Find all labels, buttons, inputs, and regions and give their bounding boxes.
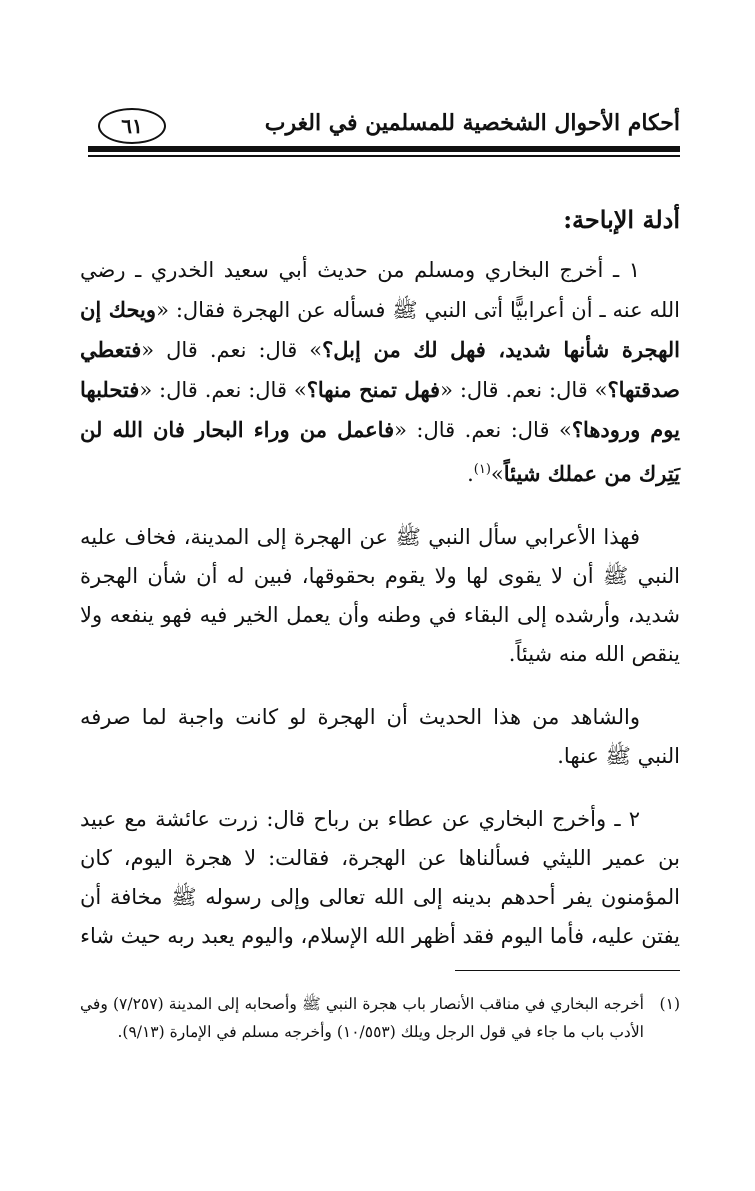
hadith-quote: فتحلبها يوم ورودها؟ — [80, 377, 680, 442]
hadith-quote: فهل تمنح منها؟ — [306, 377, 441, 402]
hadith-quote: فاعمل من وراء البحار فان الله لن يَتِرك من عملك شيئاً — [80, 417, 680, 486]
text-run: ١ ـ أخرج البخاري ومسلم من حديث أبي سعيد الخدري ـ رضي الله عنه ـ أن أعرابيًّا أتى النبي ﷺ فسأله عن الهجرة فقال: « — [80, 258, 680, 322]
section-heading: أدلة الإباحة: — [563, 205, 680, 234]
footnote — [80, 990, 680, 1046]
text-run: » قال: نعم. قال: « — [139, 378, 307, 402]
paragraph-hadith-1 — [80, 251, 680, 494]
paragraph-hadith-2: ٢ ـ وأخرج البخاري عن عطاء بن رباح قال: زرت عائشة مع عبيد بن عمير الليثي فسألناها عن الهجرة، فقالت: لا هجرة اليوم، كان المؤمنون يفر أحدهم بدينه إلى الله تعالى وإلى رسوله ﷺ مخافة أن يفتن عليه، فأما اليوم فقد أظهر الله الإسلام، واليوم يعبد ربه حيث شاء — [80, 807, 680, 948]
page-header — [88, 104, 680, 148]
page-number: ٦١ — [98, 108, 166, 144]
header-rule-thick — [88, 146, 680, 152]
paragraph-explanation: فهذا الأعرابي سأل النبي ﷺ عن الهجرة إلى المدينة، فخاف عليه النبي ﷺ أن لا يقوى لها ولا يقوم بحقوقها، فبين له أن شأن الهجرة شديد، وأرشده إلى البقاء في وطنه وأن يعمل الخير فيه فهو ينفعه ولا ينقص الله منه شيئاً. — [80, 525, 680, 666]
text-run: . — [467, 462, 474, 486]
footnote-marker: (١) — [659, 995, 680, 1013]
text-run: » — [490, 462, 504, 486]
hadith-quote: ويحك إن الهجرة شأنها شديد، فهل لك من إبل؟ — [80, 297, 680, 362]
paragraph-evidence: والشاهد من هذا الحديث أن الهجرة لو كانت واجبة لما صرفه النبي ﷺ عنها. — [80, 705, 680, 768]
footnote-reference[interactable]: (١) — [473, 462, 491, 477]
footnotes — [80, 990, 680, 1046]
footnote-separator — [455, 970, 680, 971]
text-run: » قال: نعم. قال: « — [440, 378, 608, 402]
footnote-text: أخرجه البخاري في مناقب الأنصار باب هجرة النبي ﷺ وأصحابه إلى المدينة (٧/٢٥٧) وفي الأدب باب ما جاء في قول الرجل ويلك (١٠/٥٥٣) وأخرجه مسلم في الإمارة (٩/١٣). — [80, 995, 644, 1041]
header-rule-thin — [88, 155, 680, 157]
text-run: » قال: نعم. قال « — [141, 338, 323, 362]
main-text — [80, 200, 680, 980]
hadith-quote: فتعطي صدقتها؟ — [80, 337, 680, 402]
running-title: أحكام الأحوال الشخصية للمسلمين في الغرب — [264, 110, 680, 136]
text-run: » قال: نعم. قال: « — [394, 418, 572, 442]
